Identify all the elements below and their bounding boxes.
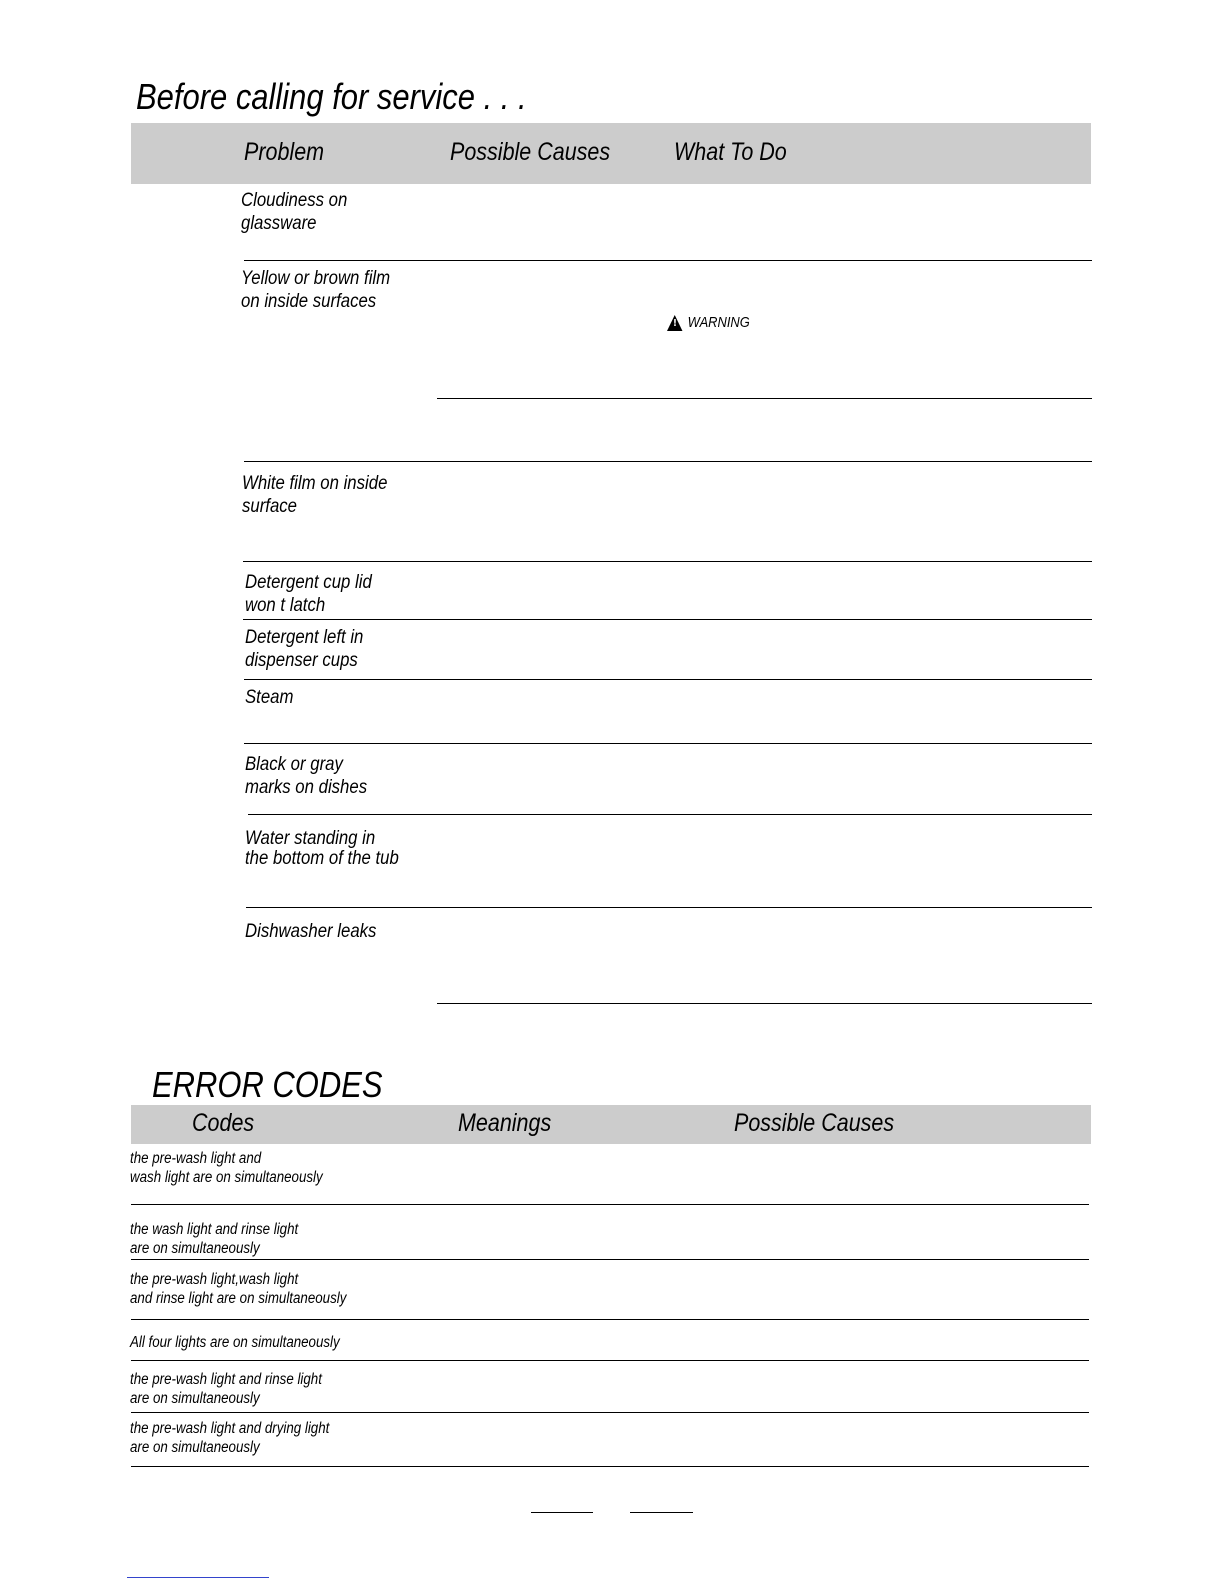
problem-dishwasher-leaks: Dishwasher leaks	[245, 920, 377, 942]
warning-label: ! WARNING	[667, 314, 750, 331]
divider	[437, 1003, 1092, 1004]
problem-water-standing: Water standing in the bottom of the tub	[245, 827, 399, 869]
column-possible-causes: Possible Causes	[450, 138, 611, 166]
divider	[131, 1259, 1089, 1260]
divider	[243, 619, 1092, 620]
footer-rule	[531, 1512, 593, 1513]
divider	[248, 814, 1092, 815]
error-codes-title: ERROR CODES	[152, 1064, 383, 1105]
problem-detergent-left: Detergent left in dispenser cups	[245, 626, 364, 671]
divider	[246, 907, 1092, 908]
column-codes: Codes	[192, 1109, 255, 1137]
footer-rule	[630, 1512, 693, 1513]
problem-detergent-lid: Detergent cup lid won t latch	[245, 571, 372, 616]
problem-yellow-film: Yellow or brown film on inside surfaces	[241, 267, 391, 312]
divider	[244, 260, 1092, 261]
divider	[131, 1466, 1089, 1467]
column-what-to-do: What To Do	[674, 138, 787, 166]
error-header-bar	[131, 1105, 1091, 1144]
divider	[244, 743, 1092, 744]
error-code-item: the pre-wash light,wash light and rinse light are on simultaneously	[130, 1271, 347, 1307]
divider	[131, 1319, 1089, 1320]
problem-black-marks: Black or gray marks on dishes	[245, 753, 368, 798]
divider	[131, 1204, 1089, 1205]
warning-icon	[667, 315, 682, 331]
problem-steam: Steam	[245, 686, 294, 708]
error-code-item: the pre-wash light and drying light are on simultaneously	[130, 1420, 330, 1456]
error-code-item: All four lights are on simultaneously	[130, 1334, 340, 1351]
service-title: Before calling for service . . .	[136, 76, 527, 117]
error-code-item: the pre-wash light and wash light are on simultaneously	[130, 1150, 323, 1186]
divider	[437, 398, 1092, 399]
column-meanings: Meanings	[458, 1109, 552, 1137]
error-code-item: the pre-wash light and rinse light are on simultaneously	[130, 1371, 322, 1407]
divider	[244, 461, 1092, 462]
column-error-possible-causes: Possible Causes	[734, 1109, 895, 1137]
problem-cloudiness: Cloudiness on glassware	[241, 189, 348, 234]
divider	[243, 561, 1092, 562]
column-problem: Problem	[244, 138, 325, 166]
divider	[131, 1412, 1089, 1413]
problem-white-film: White film on inside surface	[242, 472, 388, 517]
footer-link-underline	[127, 1577, 269, 1578]
divider	[131, 1360, 1089, 1361]
error-code-item: the wash light and rinse light are on simultaneously	[130, 1221, 299, 1257]
divider	[244, 679, 1092, 680]
